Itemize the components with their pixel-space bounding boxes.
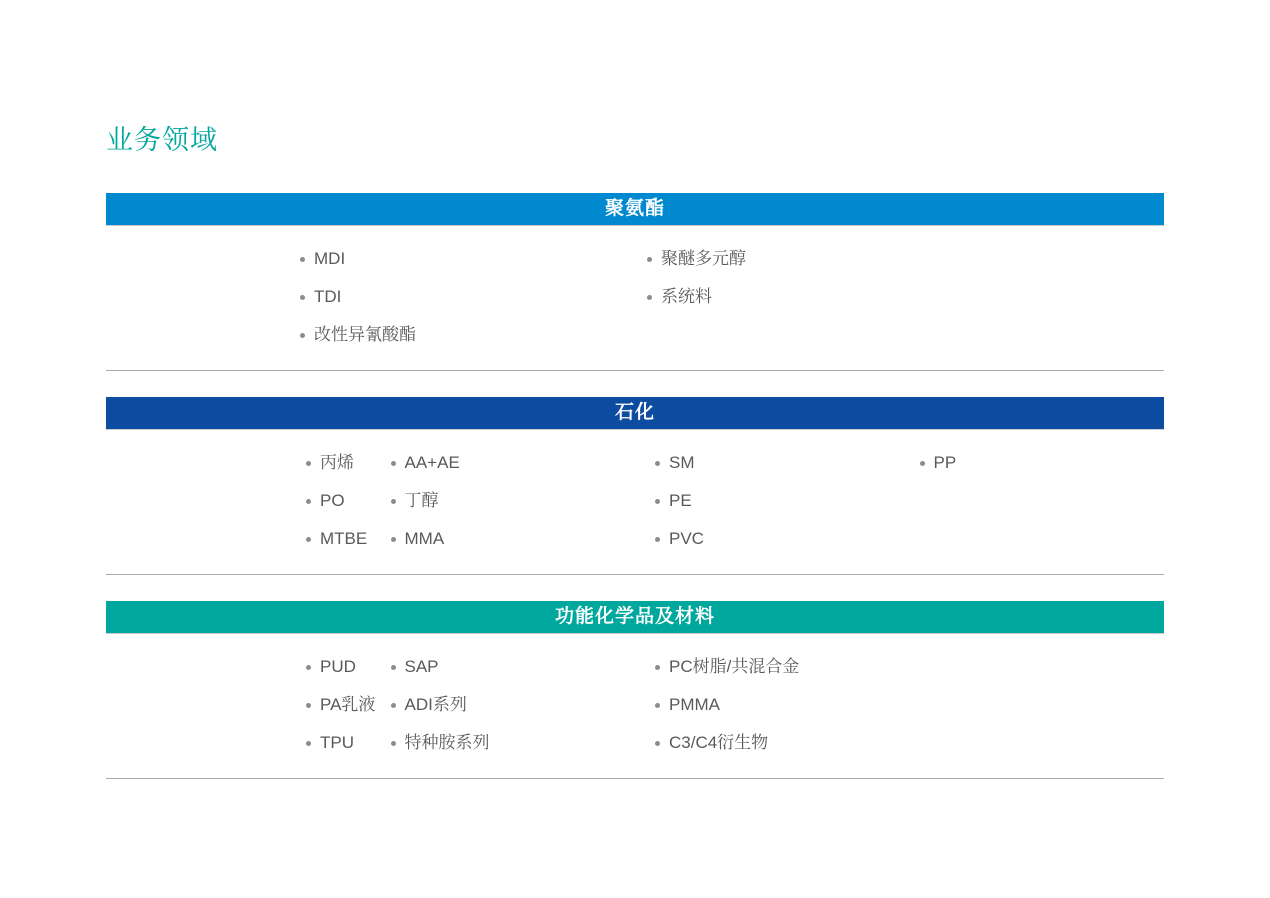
column-3 bbox=[635, 648, 900, 762]
list-item: 系统料 bbox=[643, 278, 1164, 316]
list-item: SM bbox=[643, 444, 900, 482]
column-1 bbox=[106, 444, 371, 558]
section-polyurethane bbox=[106, 193, 1164, 371]
list-item: C3/C4衍生物 bbox=[643, 724, 900, 762]
section-header-polyurethane: 聚氨酯 bbox=[106, 193, 1164, 225]
section-header-petrochemical: 石化 bbox=[106, 397, 1164, 429]
column-4 bbox=[900, 444, 1165, 558]
list-item: PA乳液 bbox=[294, 686, 371, 724]
column-1 bbox=[106, 240, 635, 354]
column-2 bbox=[371, 648, 636, 762]
list-item: PE bbox=[643, 482, 900, 520]
section-header-functional-chemicals: 功能化学品及材料 bbox=[106, 601, 1164, 633]
list-item: PVC bbox=[643, 520, 900, 558]
list-item: TPU bbox=[294, 724, 371, 762]
list-item: MDI bbox=[114, 240, 635, 278]
list-item: 丙烯 bbox=[294, 444, 371, 482]
list-item: PC树脂/共混合金 bbox=[643, 648, 900, 686]
column-1 bbox=[106, 648, 376, 762]
page-title: 业务领域 bbox=[106, 125, 218, 155]
list-item: PMMA bbox=[643, 686, 900, 724]
list-item: 聚醚多元醇 bbox=[643, 240, 1164, 278]
section-body-functional-chemicals bbox=[106, 633, 1164, 779]
business-sections bbox=[106, 193, 1164, 805]
list-item: PUD bbox=[294, 648, 371, 686]
section-functional-chemicals bbox=[106, 601, 1164, 779]
section-petrochemical bbox=[106, 397, 1164, 575]
list-item: 丁醇 bbox=[379, 482, 636, 520]
list-item: 改性异氰酸酯 bbox=[114, 316, 635, 354]
list-item: MTBE bbox=[294, 520, 371, 558]
column-3 bbox=[635, 444, 900, 558]
list-item: TDI bbox=[114, 278, 635, 316]
column-2 bbox=[371, 444, 636, 558]
list-item: ADI系列 bbox=[379, 686, 636, 724]
list-item: SAP bbox=[379, 648, 636, 686]
list-item: MMA bbox=[379, 520, 636, 558]
section-body-petrochemical bbox=[106, 429, 1164, 575]
list-item: PO bbox=[294, 482, 371, 520]
list-item: 特种胺系列 bbox=[379, 724, 636, 762]
column-2 bbox=[635, 240, 1164, 354]
column-4 bbox=[900, 648, 1165, 762]
list-item: PP bbox=[908, 444, 1165, 482]
section-body-polyurethane bbox=[106, 225, 1164, 371]
list-item: AA+AE bbox=[379, 444, 636, 482]
